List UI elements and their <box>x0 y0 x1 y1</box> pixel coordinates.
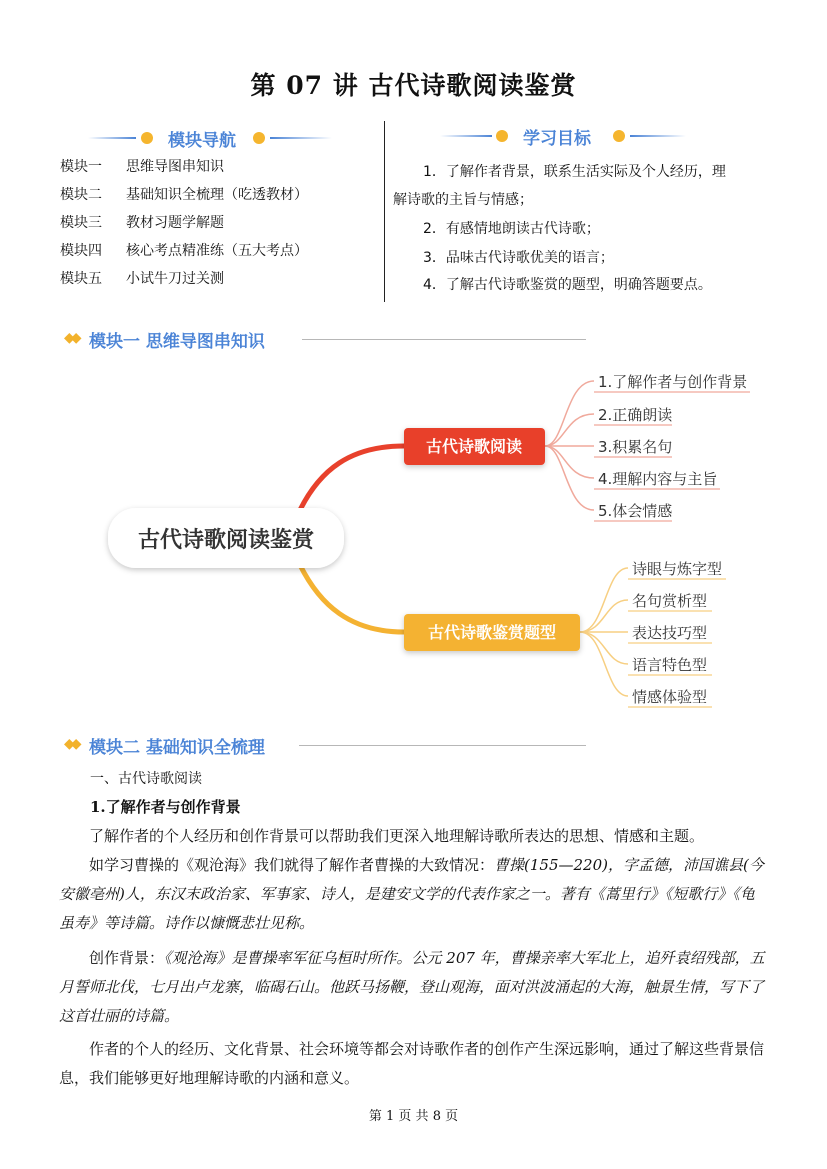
mindmap-leaf: 3.积累名句 <box>598 438 673 456</box>
mindmap-leaf: 1.了解作者与创作背景 <box>598 373 748 391</box>
mindmap-center-label: 古代诗歌阅读鉴赏 <box>137 528 315 553</box>
learning-goals-title: 学习目标 <box>523 129 591 149</box>
goal-4: 4．了解古代诗歌鉴赏的题型，明确答题要点。 <box>423 277 712 293</box>
handwritten-text: 曹操(155—220)，字孟德，沛国谯县(今安徽亳州)人，东汉末政治家、军事家、诗人，是建安文学的代表作家之一。著有《蒿里行》《短歌行》《龟虽寿》等诗篇。诗作以慷慨悲壮见称。 <box>59 856 764 932</box>
module2-body <box>59 822 769 1093</box>
learning-goals-header <box>440 124 690 148</box>
goal-2: 2．有感情地朗读古代诗歌； <box>423 221 600 237</box>
dot-icon <box>496 130 508 142</box>
nav-item-4[interactable]: 模块四 核心考点精准练（五大考点） <box>60 243 308 259</box>
branch2-leaf-connectors <box>580 568 628 696</box>
point-title: 1.了解作者与创作背景 <box>90 798 241 816</box>
paragraph: 了解作者的个人经历和创作背景可以帮助我们更深入地理解诗歌所表达的思想、情感和主题。 <box>89 827 705 845</box>
dot-icon <box>613 130 625 142</box>
mindmap-branch1-label: 古代诗歌阅读 <box>425 437 523 456</box>
paragraph: 作者的个人的经历、文化背景、社会环境等都会对诗歌作者的创作产生深远影响，通过了解这些背景信息，我们能够更好地理解诗歌的内涵和意义。 <box>59 1040 765 1087</box>
mindmap-branch2-label: 古代诗歌鉴赏题型 <box>427 623 557 642</box>
paragraph: 创作背景：《观沧海》是曹操率军征乌桓时所作。公元 207 年，曹操亲率大军北上，追歼袁绍残部，五月誓师北伐，七月出卢龙寨，临碣石山。他跃马扬鞭，登山观海，面对洪波涌起的大海，触景生情，写下了这首壮丽的诗篇。 <box>59 949 765 1025</box>
mindmap-leaf: 4.理解内容与主旨 <box>598 470 718 488</box>
nav-item-2[interactable]: 模块二 基础知识全梳理（吃透教材） <box>60 187 308 203</box>
dot-icon <box>253 132 265 144</box>
module-nav-title: 模块导航 <box>168 131 236 151</box>
nav-item-3[interactable]: 模块三 教材习题学解题 <box>60 215 224 231</box>
mindmap-leaf: 5.体会情感 <box>598 502 673 520</box>
goal-3: 3．品味古代诗歌优美的语言； <box>423 250 614 266</box>
module-nav-header <box>88 126 338 150</box>
goal-1: 1．了解作者背景，联系生活实际及个人经历，理 <box>423 164 726 180</box>
double-chevron-icon: ◆◆ <box>64 330 78 346</box>
branch2-connector <box>300 565 404 632</box>
section-subtitle: 一、古代诗歌阅读 <box>90 771 202 787</box>
module1-header: ◆◆ 模块一 思维导图串知识 <box>64 327 586 351</box>
handwritten-text: 《观沧海》是曹操率军征乌桓时所作。公元 207 年，曹操亲率大军北上，追歼袁绍残部，五月誓师北伐，七月出卢龙寨，临碣石山。他跃马扬鞭，登山观海，面对洪波涌起的大海，触景生情，写下了这首壮丽的诗篇。 <box>59 949 765 1025</box>
mindmap-leaf: 情感体验型 <box>632 688 708 706</box>
nav-item-1[interactable]: 模块一 思维导图串知识 <box>60 159 224 175</box>
goal-1-cont: 解诗歌的主旨与情感； <box>393 192 533 208</box>
mindmap-leaf: 语言特色型 <box>632 656 708 674</box>
mindmap-leaf: 表达技巧型 <box>632 624 708 642</box>
branch1-leaf-connectors <box>545 381 594 510</box>
double-chevron-icon: ◆◆ <box>64 736 78 752</box>
column-divider <box>384 121 385 302</box>
paragraph: 如学习曹操的《观沧海》我们就得了解作者曹操的大致情况：曹操(155—220)，字孟德，沛国谯县(今安徽亳州)人，东汉末政治家、军事家、诗人，是建安文学的代表作家之一。著有《蒿里行》《短歌行》《龟虽寿》等诗篇。诗作以慷慨悲壮见称。 <box>59 856 764 932</box>
mindmap-leaf: 诗眼与炼字型 <box>632 560 723 578</box>
branch1-connector <box>300 446 404 510</box>
page-title: 第 07 讲 古代诗歌阅读鉴赏 <box>250 71 577 100</box>
mind-map <box>0 360 827 720</box>
mindmap-leaf: 2.正确朗读 <box>598 406 673 424</box>
mindmap-leaf: 名句赏析型 <box>632 592 708 610</box>
nav-item-5[interactable]: 模块五 小试牛刀过关测 <box>60 271 224 287</box>
module2-header: ◆◆ 模块二 基础知识全梳理 <box>64 733 586 757</box>
page-footer: 第 1 页 共 8 页 <box>368 1109 459 1124</box>
dot-icon <box>141 132 153 144</box>
